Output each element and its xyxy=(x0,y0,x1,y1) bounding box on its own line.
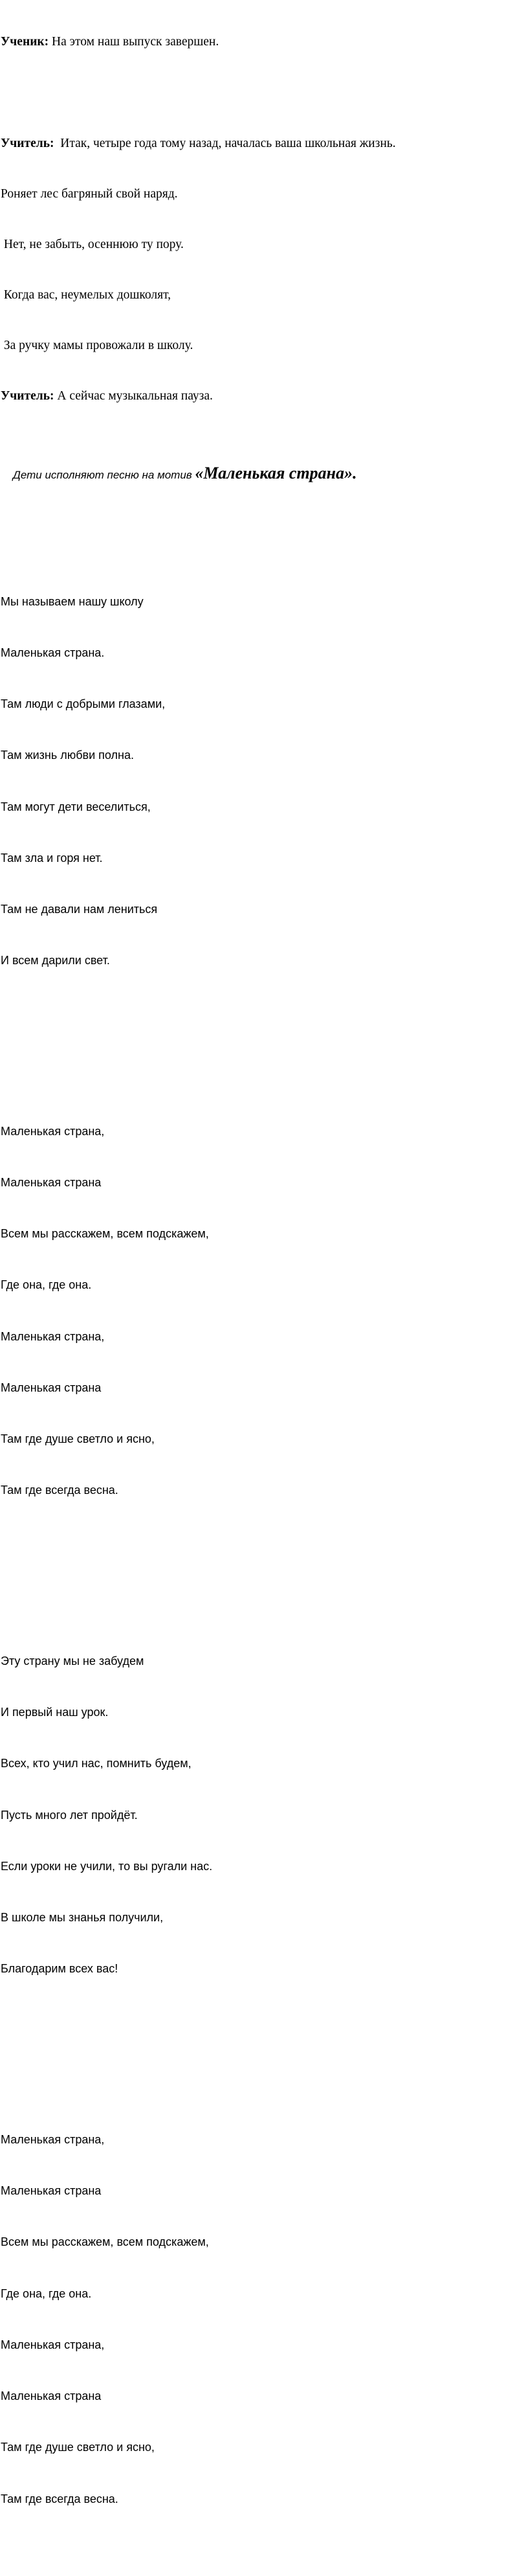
spacer xyxy=(1,2046,528,2062)
spacer xyxy=(1,84,528,102)
line-text: А сейчас музыкальная пауза. xyxy=(54,389,213,403)
lyric-line: Там жизнь любви полна. xyxy=(1,749,134,762)
song-intro-text: Дети исполняют песню на мотив xyxy=(12,469,195,481)
lyric-line: И всем дарили свет. xyxy=(1,954,110,967)
lyric-line: Маленькая страна, xyxy=(1,2132,105,2146)
lyric-line: Всем мы расскажем, всем подскажем, xyxy=(1,2235,209,2249)
lyric-line: Где она, где она. xyxy=(1,2287,92,2300)
teacher-line xyxy=(1,135,528,152)
line-text: На этом наш выпуск завершен. xyxy=(49,35,219,49)
lyric-line: В школе мы знанья получили, xyxy=(1,1911,164,1925)
speaker-label: Учитель: xyxy=(1,389,54,403)
poem-line: Роняет лес багряный свой наряд. xyxy=(1,187,178,201)
lyric-line: Где она, где она. xyxy=(1,1278,92,1292)
spacer xyxy=(1,1567,528,1584)
verse-1 xyxy=(1,559,528,1004)
lyric-line: Эту страну мы не забудем xyxy=(1,1655,144,1667)
lyric-line: Пусть много лет пройдёт. xyxy=(1,1808,138,1822)
line-text: Итак, четыре года тому назад, началась ваша школьная жизнь. xyxy=(54,137,396,150)
teacher-pause-line xyxy=(1,388,528,405)
lyric-line: Маленькая страна xyxy=(1,2184,102,2198)
lyric-line: Мы называем нашу школу xyxy=(1,594,144,608)
dialogue-block xyxy=(1,0,528,438)
speaker-label: Ученик: xyxy=(1,35,49,49)
lyric-line: Там могут дети веселиться, xyxy=(1,800,151,813)
poem-line: За ручку мамы провожали в школу. xyxy=(1,339,193,352)
song-intro xyxy=(1,438,528,510)
lyric-line: Благодарим всех вас! xyxy=(1,1962,118,1976)
lyric-line: Маленькая страна. xyxy=(1,646,105,659)
song-lyrics xyxy=(1,525,528,2576)
spacer xyxy=(1,1037,528,1054)
lyric-line: Там не давали нам лениться xyxy=(1,902,158,916)
lyric-line: Там где душе светло и ясно, xyxy=(1,1432,155,1446)
lyric-line: Маленькая страна xyxy=(1,2390,102,2403)
lyric-line: Там люди с добрыми глазами, xyxy=(1,697,166,711)
lyric-line: Всем мы расскажем, всем подскажем, xyxy=(1,1227,209,1241)
lyric-line: Там где всегда весна. xyxy=(1,2492,118,2505)
lyric-line: Маленькая страна xyxy=(1,1381,102,1394)
lyric-line: Маленькая страна, xyxy=(1,2338,105,2351)
lyric-line: Маленькая страна, xyxy=(1,1124,105,1138)
chorus-2 xyxy=(1,2097,528,2542)
lyric-line: Если уроки не учили, то вы ругали нас. xyxy=(1,1859,213,1873)
verse-2 xyxy=(1,1618,528,2011)
lyric-line: Маленькая страна, xyxy=(1,1329,105,1343)
lyric-line: Там где душе светло и ясно, xyxy=(1,2441,155,2454)
student-line xyxy=(1,34,528,51)
song-title: «Маленькая страна». xyxy=(195,464,357,482)
speaker-label: Учитель: xyxy=(1,137,54,150)
lyric-line: Всех, кто учил нас, помнить будем, xyxy=(1,1757,192,1770)
chorus-1 xyxy=(1,1089,528,1533)
lyric-line: Там зла и горя нет. xyxy=(1,851,103,864)
lyric-line: Там где всегда весна. xyxy=(1,1484,118,1497)
lyric-line: И первый наш урок. xyxy=(1,1706,109,1719)
lyric-line: Маленькая страна xyxy=(1,1176,102,1190)
poem-line: Когда вас, неумелых дошколят, xyxy=(1,288,171,302)
poem-line: Нет, не забыть, осеннюю ту пору. xyxy=(1,238,184,251)
